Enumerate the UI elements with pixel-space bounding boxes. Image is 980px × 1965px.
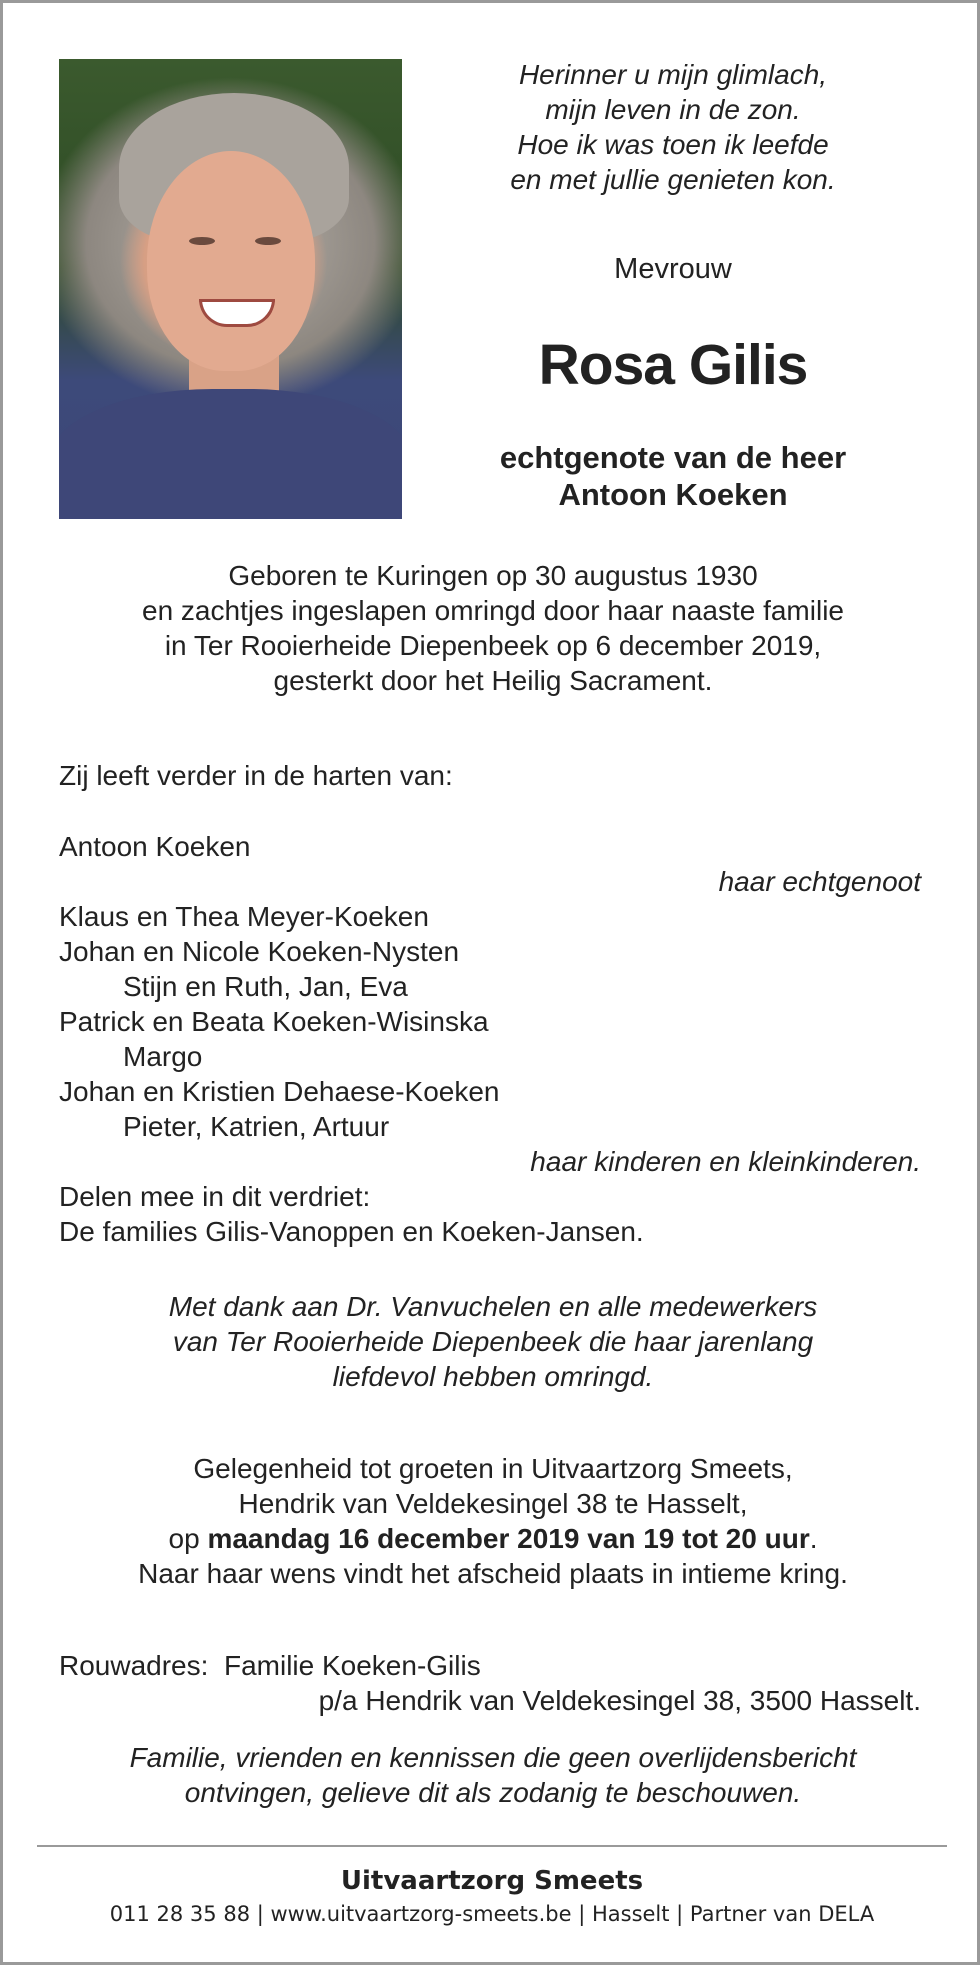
visitation-line: Gelegenheid tot groeten in Uitvaartzorg Smeets, [193, 1453, 793, 1484]
family-member: Johan en Kristien Dehaese-Koeken [59, 1076, 500, 1107]
share-families: De families Gilis-Vanoppen en Koeken-Jansen. [59, 1216, 644, 1247]
poem-line: en met jullie genieten kon. [510, 164, 836, 195]
family-member: Patrick en Beata Koeken-Wisinska [59, 1006, 489, 1037]
address-line [59, 1648, 921, 1683]
honorific: Mevrouw [614, 253, 732, 285]
spouse-line: Antoon Koeken [558, 477, 788, 512]
deceased-name: Rosa Gilis [538, 333, 808, 397]
birth-death-info [59, 558, 927, 698]
birth-line: in Ter Rooierheide Diepenbeek op 6 december 2019, [164, 630, 822, 661]
birth-line: Geboren te Kuringen op 30 augustus 1930 [228, 560, 758, 591]
spouse-info [403, 439, 943, 513]
birth-line: gesterkt door het Heilig Sacrament. [273, 665, 713, 696]
closing-line: Familie, vrienden en kennissen die geen overlijdensbericht [129, 1742, 857, 1773]
mourning-address [59, 1648, 921, 1718]
address-label: Rouwadres: [59, 1650, 209, 1681]
share-intro: Delen mee in dit verdriet: [59, 1181, 371, 1212]
visitation-line: Naar haar wens vindt het afscheid plaats in intieme kring. [138, 1558, 848, 1589]
lives-on-heading: Zij leeft verder in de harten van: [59, 760, 453, 791]
photo-eye-right [255, 237, 281, 245]
visitation-suffix: . [809, 1523, 818, 1554]
family-grandchildren: Stijn en Ruth, Jan, Eva [123, 971, 408, 1002]
footer-contact-info: 011 28 35 88 | www.uitvaartzorg-smeets.be | Hasselt | Partner van DELA [109, 1902, 875, 1926]
thanks-line: liefdevol hebben omringd. [332, 1361, 654, 1392]
photo-body-shape [59, 389, 402, 519]
birth-line: en zachtjes ingeslapen omringd door haar naaste familie [142, 595, 844, 626]
family-grandchildren: Margo [123, 1041, 203, 1072]
poem-line: Herinner u mijn glimlach, [518, 59, 828, 90]
visitation-prefix: op [168, 1523, 208, 1554]
poem-line: Hoe ik was toen ik leefde [517, 129, 829, 160]
footer-company: Uitvaartzorg Smeets [340, 1866, 644, 1896]
family-list [59, 829, 921, 1249]
portrait-photo [59, 59, 402, 519]
family-member: Antoon Koeken [59, 831, 251, 862]
visitation-info [59, 1451, 927, 1591]
closing-note [59, 1740, 927, 1810]
thanks-note [59, 1289, 927, 1394]
photo-eye-left [189, 237, 215, 245]
closing-line: ontvingen, gelieve dit als zodanig te beschouwen. [184, 1777, 802, 1808]
family-member: Johan en Nicole Koeken-Nysten [59, 936, 460, 967]
visitation-line: Hendrik van Veldekesingel 38 te Hasselt, [238, 1488, 748, 1519]
spouse-line: echtgenote van de heer [499, 440, 847, 475]
family-grandchildren: Pieter, Katrien, Artuur [123, 1111, 390, 1142]
address-street: p/a Hendrik van Veldekesingel 38, 3500 Hasselt. [318, 1685, 921, 1716]
family-role: haar kinderen en kleinkinderen. [530, 1146, 921, 1177]
thanks-line: Met dank aan Dr. Vanvuchelen en alle medewerkers [168, 1291, 818, 1322]
thanks-line: van Ter Rooierheide Diepenbeek die haar jarenlang [172, 1326, 814, 1357]
visitation-datetime: maandag 16 december 2019 van 19 tot 20 uur [207, 1523, 810, 1554]
visitation-line [59, 1521, 927, 1556]
address-family: Familie Koeken-Gilis [223, 1650, 481, 1681]
family-member: Klaus en Thea Meyer-Koeken [59, 901, 429, 932]
footer-divider [37, 1845, 947, 1847]
photo-face-shape [147, 151, 315, 371]
poem [433, 57, 913, 197]
family-role: haar echtgenoot [718, 866, 921, 897]
poem-line: mijn leven in de zon. [545, 94, 801, 125]
